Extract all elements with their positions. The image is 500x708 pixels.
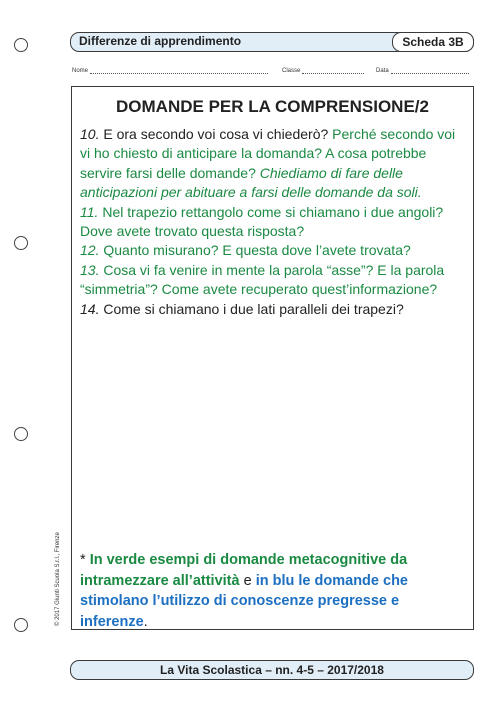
note-and: e (243, 572, 252, 589)
note-green-text: In verde esempi di domande metacognitive da intramezzare all’attività (80, 552, 408, 589)
class-field (282, 67, 364, 74)
question-14 (80, 300, 465, 319)
date-field (376, 67, 469, 74)
date-label: Data (376, 68, 389, 74)
copyright-text: © 2017 Giunti Scuola S.r.l., Firenze (55, 532, 61, 626)
date-blank[interactable] (391, 67, 469, 74)
class-blank[interactable] (302, 67, 364, 74)
header-bar (70, 32, 474, 52)
card-title: DOMANDE PER LA COMPRENSIONE/2 (116, 97, 429, 116)
header-title: Differenze di apprendimento (79, 34, 242, 48)
question-number: 13. (80, 261, 100, 278)
sheet-label: Scheda 3B (392, 32, 474, 52)
question-number: 14. (80, 300, 100, 317)
question-11 (80, 203, 465, 242)
name-field (72, 67, 268, 74)
name-label: Nome (72, 68, 89, 74)
class-label: Classe (282, 68, 301, 74)
question-10 (80, 125, 465, 203)
binder-hole (14, 618, 28, 632)
question-text: Nel trapezio rettangolo come si chiamano i due angoli? Dove avete trovato questa risposta? (80, 203, 444, 240)
binder-hole (14, 38, 28, 52)
binder-hole (14, 427, 28, 441)
question-number: 11. (80, 203, 99, 220)
question-number: 12. (80, 242, 100, 259)
question-number: 10. (80, 126, 100, 142)
questions-list (80, 125, 465, 319)
name-blank[interactable] (90, 67, 268, 74)
legend-note (80, 550, 433, 632)
note-end: . (143, 613, 148, 630)
question-13 (80, 261, 465, 300)
question-text: Quanto misurano? E questa dove l’avete trovata? (103, 242, 411, 259)
question-text: Come si chiamano i due lati paralleli dei trapezi? (103, 300, 404, 317)
note-blue-text: in blu le domande che stimolano l’utilizzo di conoscenze pregresse e inferenze (80, 572, 408, 630)
note-star: * (80, 552, 86, 568)
question-text: E ora secondo voi cosa vi chiederò? (103, 126, 329, 142)
question-text: Cosa vi fa venire in mente la parola “asse”? E la parola “simmetria”? Come avete recuperato quest’informazione? (80, 261, 445, 298)
questions-card (71, 86, 474, 630)
teacher-note: Chiediamo di fare delle anticipazioni per abituare a farsi delle domande da soli. (80, 164, 422, 201)
footer-bar: La Vita Scolastica – nn. 4-5 – 2017/2018 (70, 660, 474, 680)
binder-hole (14, 236, 28, 250)
metacognitive-text: Perché secondo voi vi ho chiesto di anticipare la domanda? A cosa potrebbe servire farsi delle domande? (80, 126, 456, 181)
question-12 (80, 241, 465, 260)
